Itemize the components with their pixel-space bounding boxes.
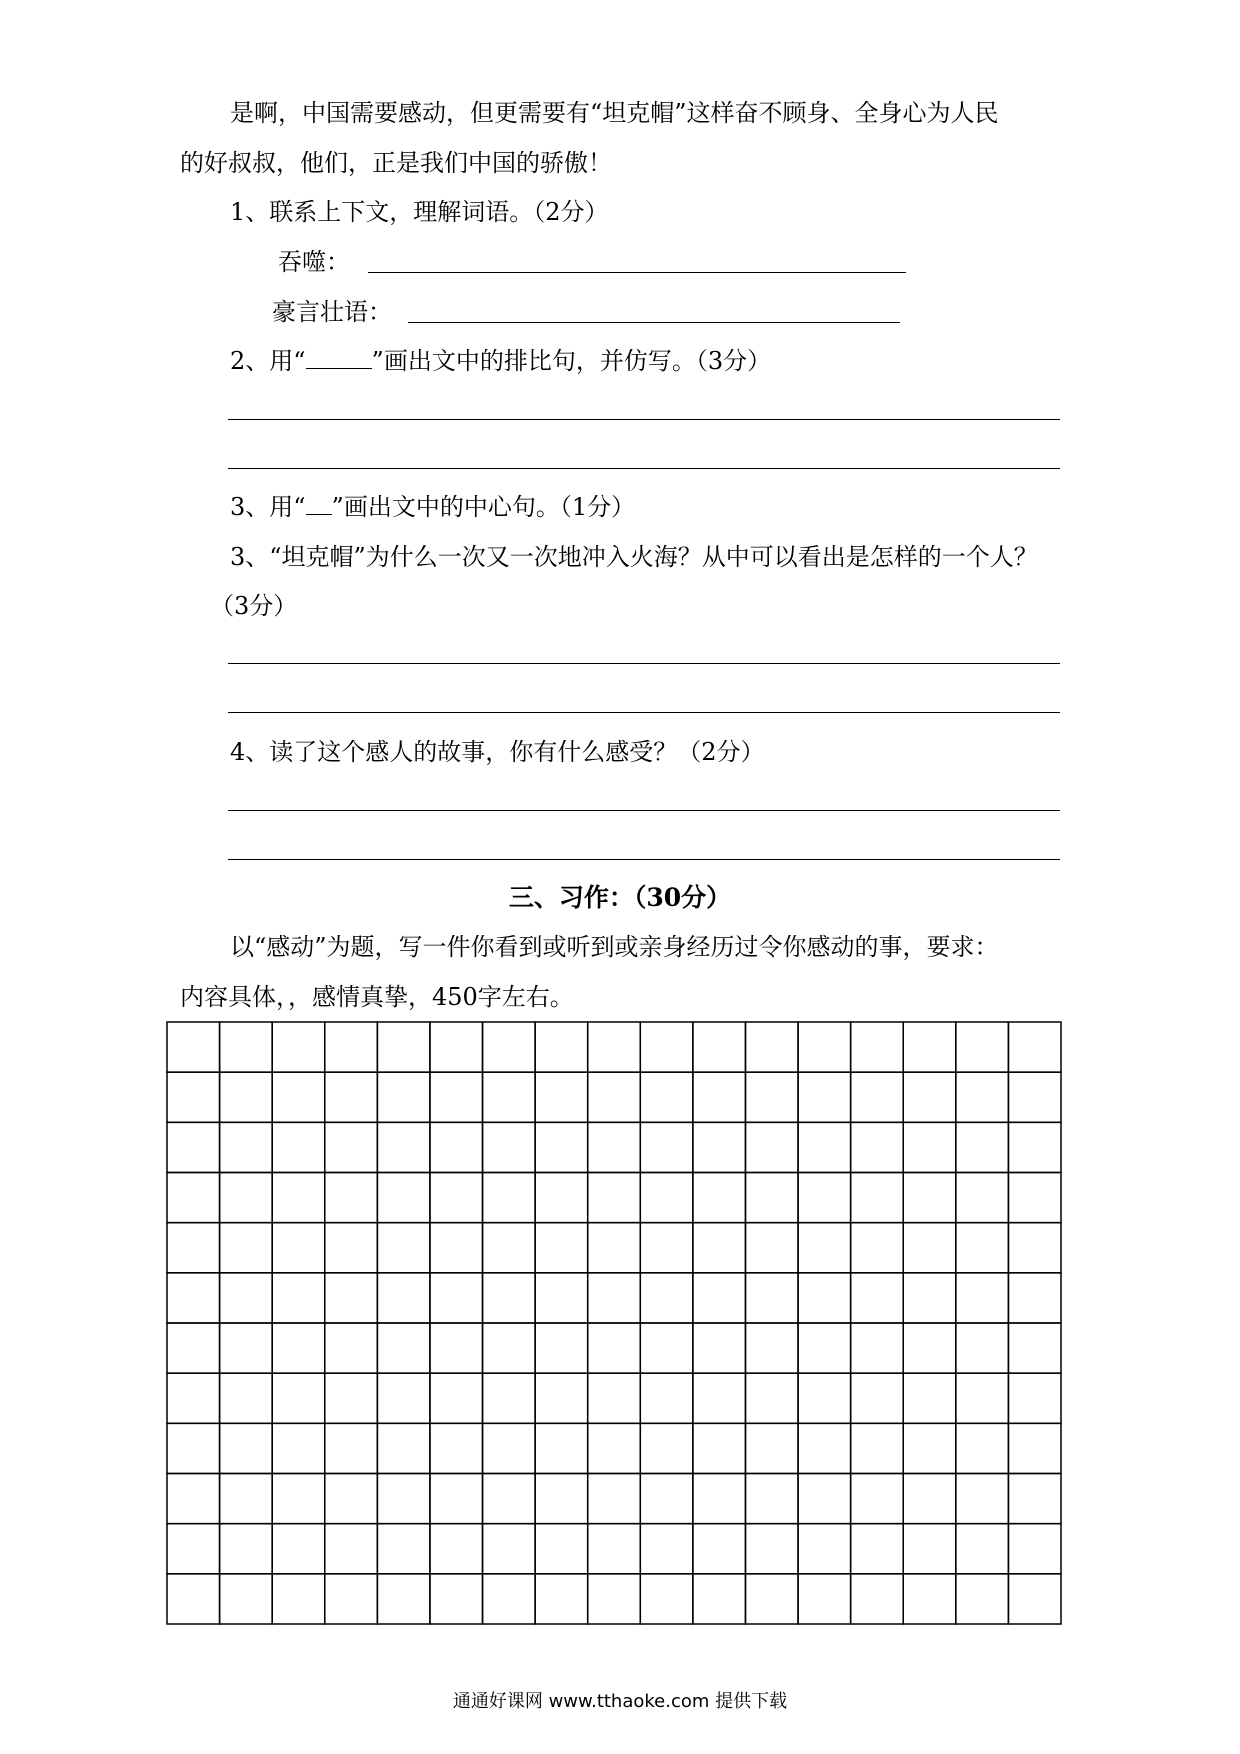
grid-cell[interactable]: [272, 1173, 325, 1223]
grid-cell[interactable]: [220, 1223, 273, 1273]
question-3a-suffix: ”画出文中的中心句。（1分）: [331, 493, 636, 521]
grid-cell[interactable]: [956, 1524, 1009, 1574]
grid-cell[interactable]: [483, 1223, 536, 1273]
question-3a-prefix: 3、用“: [230, 493, 306, 521]
grid-cell[interactable]: [483, 1474, 536, 1524]
grid-cell[interactable]: [325, 1423, 378, 1473]
grid-cell[interactable]: [745, 1323, 798, 1373]
grid-cell[interactable]: [377, 1423, 430, 1473]
grid-cell[interactable]: [745, 1122, 798, 1172]
grid-cell[interactable]: [745, 1223, 798, 1273]
grid-cell[interactable]: [956, 1122, 1009, 1172]
grid-cell[interactable]: [167, 1072, 220, 1122]
grid-cell[interactable]: [640, 1122, 693, 1172]
grid-cell[interactable]: [167, 1524, 220, 1574]
grid-cell[interactable]: [167, 1223, 220, 1273]
grid-cell[interactable]: [851, 1474, 904, 1524]
term-1-answer-line[interactable]: [368, 272, 906, 273]
grid-cell[interactable]: [325, 1022, 378, 1072]
grid-cell[interactable]: [956, 1273, 1009, 1323]
grid-cell[interactable]: [1008, 1173, 1061, 1223]
term-2-label: 豪言壮语：: [272, 298, 392, 326]
term-1-label: 吞噬：: [278, 248, 350, 276]
grid-cell[interactable]: [1008, 1524, 1061, 1574]
grid-cell[interactable]: [588, 1373, 641, 1423]
answer-line[interactable]: [228, 810, 1060, 811]
grid-cell[interactable]: [956, 1323, 1009, 1373]
grid-cell[interactable]: [745, 1524, 798, 1574]
grid-cell[interactable]: [1008, 1474, 1061, 1524]
question-1: 1、联系上下文，理解词语。（2分）: [230, 198, 609, 226]
grid-cell[interactable]: [588, 1574, 641, 1624]
grid-cell[interactable]: [430, 1373, 483, 1423]
grid-cell[interactable]: [693, 1173, 746, 1223]
answer-line[interactable]: [228, 419, 1060, 420]
grid-cell[interactable]: [956, 1474, 1009, 1524]
grid-cell[interactable]: [535, 1574, 588, 1624]
grid-cell[interactable]: [535, 1022, 588, 1072]
question-4: 4、读了这个感人的故事，你有什么感受？（2分）: [230, 738, 765, 766]
grid-cell[interactable]: [325, 1122, 378, 1172]
grid-cell[interactable]: [535, 1072, 588, 1122]
grid-cell[interactable]: [1008, 1122, 1061, 1172]
grid-cell[interactable]: [588, 1173, 641, 1223]
grid-cell[interactable]: [903, 1474, 956, 1524]
grid-cell[interactable]: [220, 1373, 273, 1423]
grid-cell[interactable]: [1008, 1072, 1061, 1122]
grid-cell[interactable]: [220, 1323, 273, 1373]
grid-cell[interactable]: [220, 1022, 273, 1072]
section-3-prompt-line-2: 内容具体，，感情真挚，450字左右。: [180, 983, 574, 1011]
grid-cell[interactable]: [1008, 1022, 1061, 1072]
grid-cell[interactable]: [535, 1173, 588, 1223]
grid-cell[interactable]: [640, 1173, 693, 1223]
grid-cell[interactable]: [851, 1373, 904, 1423]
grid-cell[interactable]: [272, 1373, 325, 1423]
grid-cell[interactable]: [956, 1373, 1009, 1423]
grid-cell[interactable]: [430, 1273, 483, 1323]
grid-cell[interactable]: [693, 1524, 746, 1574]
grid-cell[interactable]: [851, 1524, 904, 1574]
grid-cell[interactable]: [640, 1574, 693, 1624]
grid-cell[interactable]: [851, 1323, 904, 1373]
grid-cell[interactable]: [377, 1474, 430, 1524]
grid-cell[interactable]: [798, 1474, 851, 1524]
grid-cell[interactable]: [798, 1524, 851, 1574]
grid-cell[interactable]: [377, 1273, 430, 1323]
grid-cell[interactable]: [272, 1524, 325, 1574]
grid-cell[interactable]: [640, 1022, 693, 1072]
grid-cell[interactable]: [640, 1273, 693, 1323]
grid-cell[interactable]: [851, 1122, 904, 1172]
grid-cell[interactable]: [220, 1173, 273, 1223]
grid-cell[interactable]: [903, 1423, 956, 1473]
grid-cell[interactable]: [377, 1122, 430, 1172]
grid-cell[interactable]: [483, 1173, 536, 1223]
grid-cell[interactable]: [325, 1072, 378, 1122]
grid-cell[interactable]: [272, 1122, 325, 1172]
grid-cell[interactable]: [903, 1173, 956, 1223]
grid-cell[interactable]: [377, 1223, 430, 1273]
grid-cell[interactable]: [956, 1423, 1009, 1473]
grid-cell[interactable]: [1008, 1574, 1061, 1624]
grid-cell[interactable]: [588, 1122, 641, 1172]
grid-cell[interactable]: [377, 1072, 430, 1122]
grid-cell[interactable]: [377, 1373, 430, 1423]
grid-cell[interactable]: [430, 1022, 483, 1072]
grid-cell[interactable]: [798, 1022, 851, 1072]
footer: 通通好课网 www.tthaoke.com 提供下载: [452, 1691, 788, 1712]
grid-cell[interactable]: [588, 1323, 641, 1373]
grid-cell[interactable]: [903, 1323, 956, 1373]
grid-cell[interactable]: [851, 1173, 904, 1223]
grid-cell[interactable]: [956, 1022, 1009, 1072]
grid-cell[interactable]: [535, 1524, 588, 1574]
grid-cell[interactable]: [798, 1373, 851, 1423]
grid-cell[interactable]: [167, 1323, 220, 1373]
grid-cell[interactable]: [535, 1474, 588, 1524]
grid-cell[interactable]: [1008, 1323, 1061, 1373]
grid-cell[interactable]: [745, 1022, 798, 1072]
grid-cell[interactable]: [377, 1574, 430, 1624]
grid-cell[interactable]: [640, 1474, 693, 1524]
answer-line[interactable]: [228, 663, 1060, 664]
grid-cell[interactable]: [430, 1323, 483, 1373]
grid-cell[interactable]: [851, 1273, 904, 1323]
grid-cell[interactable]: [640, 1423, 693, 1473]
grid-cell[interactable]: [956, 1173, 1009, 1223]
grid-cell[interactable]: [903, 1524, 956, 1574]
grid-cell[interactable]: [325, 1524, 378, 1574]
grid-cell[interactable]: [588, 1474, 641, 1524]
grid-cell[interactable]: [325, 1223, 378, 1273]
grid-cell[interactable]: [325, 1373, 378, 1423]
grid-cell[interactable]: [272, 1273, 325, 1323]
grid-cell[interactable]: [483, 1574, 536, 1624]
grid-cell[interactable]: [483, 1524, 536, 1574]
grid-cell[interactable]: [325, 1173, 378, 1223]
grid-cell[interactable]: [483, 1323, 536, 1373]
grid-cell[interactable]: [220, 1474, 273, 1524]
question-3-line-2: （3分）: [210, 592, 298, 620]
grid-cell[interactable]: [220, 1524, 273, 1574]
grid-cell[interactable]: [798, 1423, 851, 1473]
grid-cell[interactable]: [745, 1574, 798, 1624]
grid-cell[interactable]: [903, 1022, 956, 1072]
grid-cell[interactable]: [693, 1574, 746, 1624]
grid-cell[interactable]: [588, 1223, 641, 1273]
grid-cell[interactable]: [430, 1223, 483, 1273]
question-2: [230, 346, 771, 376]
writing-grid[interactable]: [166, 1021, 1062, 1625]
grid-cell[interactable]: [588, 1022, 641, 1072]
grid-cell[interactable]: [430, 1574, 483, 1624]
grid-cell[interactable]: [325, 1474, 378, 1524]
grid-cell[interactable]: [430, 1474, 483, 1524]
grid-cell[interactable]: [798, 1323, 851, 1373]
grid-cell[interactable]: [220, 1574, 273, 1624]
grid-cell[interactable]: [851, 1022, 904, 1072]
question-2-mark-sample: [306, 346, 372, 369]
grid-cell[interactable]: [798, 1173, 851, 1223]
grid-cell[interactable]: [640, 1323, 693, 1373]
grid-cell[interactable]: [640, 1524, 693, 1574]
grid-cell[interactable]: [798, 1574, 851, 1624]
grid-cell[interactable]: [535, 1323, 588, 1373]
grid-cell[interactable]: [167, 1373, 220, 1423]
grid-cell[interactable]: [272, 1323, 325, 1373]
grid-cell[interactable]: [640, 1373, 693, 1423]
grid-cell[interactable]: [745, 1173, 798, 1223]
grid-cell[interactable]: [798, 1273, 851, 1323]
grid-cell[interactable]: [220, 1273, 273, 1323]
grid-cell[interactable]: [693, 1223, 746, 1273]
grid-cell[interactable]: [167, 1574, 220, 1624]
grid-cell[interactable]: [851, 1574, 904, 1624]
grid-cell[interactable]: [693, 1323, 746, 1373]
grid-cell[interactable]: [745, 1072, 798, 1122]
grid-cell[interactable]: [483, 1273, 536, 1323]
grid-cell[interactable]: [325, 1323, 378, 1373]
grid-cell[interactable]: [693, 1273, 746, 1323]
grid-cell[interactable]: [693, 1423, 746, 1473]
grid-cell[interactable]: [483, 1022, 536, 1072]
grid-cell[interactable]: [220, 1423, 273, 1473]
grid-cell[interactable]: [430, 1173, 483, 1223]
grid-cell[interactable]: [483, 1122, 536, 1172]
grid-cell[interactable]: [377, 1524, 430, 1574]
grid-cell[interactable]: [1008, 1223, 1061, 1273]
grid-cell[interactable]: [325, 1574, 378, 1624]
grid-cell[interactable]: [272, 1072, 325, 1122]
grid-cell[interactable]: [798, 1223, 851, 1273]
section-3-title: 三、习作：（30分）: [508, 883, 732, 912]
grid-cell[interactable]: [798, 1122, 851, 1172]
grid-cell[interactable]: [535, 1273, 588, 1323]
grid-cell[interactable]: [535, 1122, 588, 1172]
question-3-line-1: 3、“坦克帽”为什么一次又一次地冲入火海？从中可以看出是怎样的一个人？: [230, 543, 1038, 571]
grid-cell[interactable]: [167, 1173, 220, 1223]
grid-cell[interactable]: [483, 1072, 536, 1122]
grid-cell[interactable]: [167, 1122, 220, 1172]
grid-cell[interactable]: [693, 1373, 746, 1423]
grid-cell[interactable]: [693, 1072, 746, 1122]
grid-cell[interactable]: [588, 1524, 641, 1574]
grid-cell[interactable]: [956, 1223, 1009, 1273]
grid-cell[interactable]: [377, 1323, 430, 1373]
grid-cell[interactable]: [745, 1423, 798, 1473]
grid-cell[interactable]: [851, 1423, 904, 1473]
grid-cell[interactable]: [220, 1072, 273, 1122]
grid-cell[interactable]: [167, 1423, 220, 1473]
grid-cell[interactable]: [272, 1022, 325, 1072]
grid-cell[interactable]: [640, 1223, 693, 1273]
grid-cell[interactable]: [430, 1524, 483, 1574]
grid-cell[interactable]: [693, 1022, 746, 1072]
grid-cell[interactable]: [535, 1423, 588, 1473]
grid-cell[interactable]: [693, 1122, 746, 1172]
grid-cell[interactable]: [1008, 1273, 1061, 1323]
grid-cell[interactable]: [903, 1273, 956, 1323]
grid-cell[interactable]: [588, 1072, 641, 1122]
grid-cell[interactable]: [325, 1273, 378, 1323]
grid-cell[interactable]: [588, 1423, 641, 1473]
grid-cell[interactable]: [220, 1122, 273, 1172]
grid-cell[interactable]: [272, 1474, 325, 1524]
grid-cell[interactable]: [272, 1223, 325, 1273]
section-3-prompt-line-1: 以“感动”为题，写一件你看到或听到或亲身经历过令你感动的事，要求：: [230, 933, 999, 961]
grid-cell[interactable]: [272, 1423, 325, 1473]
grid-cell[interactable]: [430, 1072, 483, 1122]
grid-cell[interactable]: [377, 1022, 430, 1072]
passage-line-2: 的好叔叔，他们，正是我们中国的骄傲！: [180, 149, 612, 177]
grid-cell[interactable]: [903, 1223, 956, 1273]
grid-cell[interactable]: [903, 1373, 956, 1423]
grid-cell[interactable]: [903, 1122, 956, 1172]
answer-line[interactable]: [228, 468, 1060, 469]
grid-cell[interactable]: [903, 1072, 956, 1122]
grid-cell[interactable]: [588, 1273, 641, 1323]
grid-cell[interactable]: [535, 1373, 588, 1423]
grid-cell[interactable]: [798, 1072, 851, 1122]
grid-cell[interactable]: [956, 1574, 1009, 1624]
question-3a-mark-sample: [306, 492, 332, 515]
grid-cell[interactable]: [377, 1173, 430, 1223]
question-2-suffix: ”画出文中的排比句，并仿写。（3分）: [371, 347, 772, 375]
grid-cell[interactable]: [903, 1574, 956, 1624]
grid-cell[interactable]: [167, 1273, 220, 1323]
term-2-answer-line[interactable]: [408, 322, 900, 323]
grid-cell[interactable]: [640, 1072, 693, 1122]
question-2-prefix: 2、用“: [230, 347, 306, 375]
grid-cell[interactable]: [745, 1474, 798, 1524]
grid-cell[interactable]: [430, 1423, 483, 1473]
grid-cell[interactable]: [430, 1122, 483, 1172]
grid-cell[interactable]: [745, 1273, 798, 1323]
grid-cell[interactable]: [483, 1423, 536, 1473]
grid-cell[interactable]: [167, 1022, 220, 1072]
question-3-center-sentence: [230, 492, 635, 522]
grid-cell[interactable]: [693, 1474, 746, 1524]
grid-cell[interactable]: [956, 1072, 1009, 1122]
grid-cell[interactable]: [272, 1574, 325, 1624]
grid-cell[interactable]: [1008, 1423, 1061, 1473]
grid-cell[interactable]: [851, 1072, 904, 1122]
answer-line[interactable]: [228, 859, 1060, 860]
grid-cell[interactable]: [1008, 1373, 1061, 1423]
grid-cell[interactable]: [167, 1474, 220, 1524]
passage-line-1: 是啊，中国需要感动，但更需要有“坦克帽”这样奋不顾身、全身心为人民: [230, 99, 999, 127]
grid-cell[interactable]: [745, 1373, 798, 1423]
answer-line[interactable]: [228, 712, 1060, 713]
grid-cell[interactable]: [483, 1373, 536, 1423]
grid-cell[interactable]: [535, 1223, 588, 1273]
grid-cell[interactable]: [851, 1223, 904, 1273]
